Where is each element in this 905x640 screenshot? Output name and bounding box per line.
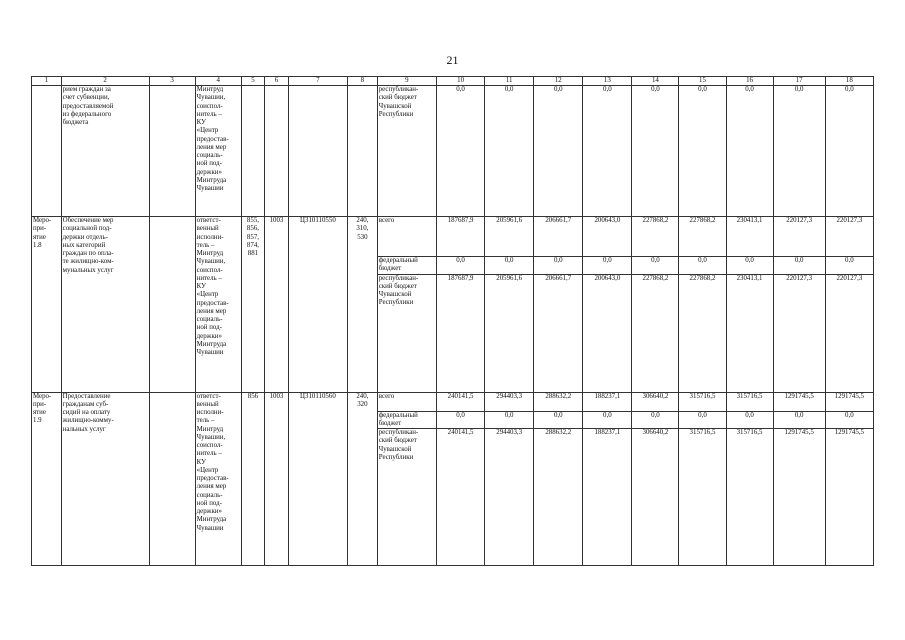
funding-value: 227868,2 [679, 217, 726, 257]
activity-col4: Минтруд Чувашии, соиспол- нитель – КУ «Центр предостав- ления мер социаль- ной под- держки» Минтруда Чувашии [195, 86, 241, 217]
activity-col3 [149, 86, 195, 217]
funding-value: 206661,7 [534, 274, 583, 392]
column-number-header: 16 [726, 77, 773, 86]
funding-value: 0,0 [679, 411, 726, 429]
column-number-header: 13 [583, 77, 632, 86]
funding-value: 294403,3 [485, 429, 534, 566]
activity-col2: рием граждан за счет субвенции, предоставляемой из федерального бюджета [61, 86, 149, 217]
activity-col6: 1003 [265, 392, 289, 566]
funding-value: 0,0 [583, 257, 632, 275]
funding-value: 0,0 [726, 411, 773, 429]
activity-col3 [149, 392, 195, 566]
activity-col7: Ц310110550 [288, 217, 347, 393]
funding-value: 240141,5 [437, 392, 485, 411]
column-number-header: 14 [632, 77, 679, 86]
activity-col7 [288, 86, 347, 217]
funding-value: 0,0 [825, 257, 873, 275]
funding-value: 187687,9 [437, 274, 485, 392]
activity-col2: Обеспечение мер социальной под- держки отдель- ных категорий граждан по опла- те жилищно-ком- мунальных услуг [61, 217, 149, 393]
table-row [32, 392, 874, 411]
funding-value: 294403,3 [485, 392, 534, 411]
funding-value: 288632,2 [534, 429, 583, 566]
activity-col1 [32, 86, 62, 217]
activity-col5 [241, 86, 265, 217]
column-number-header: 1 [32, 77, 62, 86]
funding-value: 0,0 [583, 411, 632, 429]
funding-source: республикан- ский бюджет Чувашской Республики [377, 274, 436, 392]
funding-value: 0,0 [632, 411, 679, 429]
column-number-header: 3 [149, 77, 195, 86]
funding-value: 230413,1 [726, 274, 773, 392]
column-number-header: 12 [534, 77, 583, 86]
funding-value: 0,0 [437, 257, 485, 275]
funding-value: 0,0 [773, 257, 825, 275]
column-number-header: 2 [61, 77, 149, 86]
funding-value: 0,0 [485, 411, 534, 429]
activity-col7: Ц310110560 [288, 392, 347, 566]
funding-value: 306640,2 [632, 392, 679, 411]
activity-col4: ответст- венный исполни- тель – Минтруд Чувашии, соиспол- нитель – КУ «Центр предостав- ления мер социаль- ной под- держки» Минтруда Чувашии [195, 392, 241, 566]
column-number-header: 11 [485, 77, 534, 86]
funding-source: всего [377, 217, 436, 257]
funding-source: всего [377, 392, 436, 411]
header-row [32, 77, 874, 86]
page-number: 21 [446, 53, 459, 67]
funding-value: 205961,6 [485, 274, 534, 392]
activity-col3 [149, 217, 195, 393]
funding-source: республикан- ский бюджет Чувашской Республики [377, 86, 436, 217]
funding-value: 0,0 [437, 411, 485, 429]
funding-value: 1291745,5 [825, 429, 873, 566]
activity-col8: 240, 310, 530 [348, 217, 378, 393]
funding-value: 0,0 [825, 411, 873, 429]
column-number-header: 9 [377, 77, 436, 86]
funding-value: 315716,5 [726, 392, 773, 411]
activity-col5: 855, 856, 857, 874, 881 [241, 217, 265, 393]
activity-col5: 856 [241, 392, 265, 566]
funding-value: 0,0 [534, 86, 583, 217]
column-number-header: 5 [241, 77, 265, 86]
funding-value: 206661,7 [534, 217, 583, 257]
funding-value: 1291745,5 [773, 429, 825, 566]
activity-col6: 1003 [265, 217, 289, 393]
funding-value: 0,0 [437, 86, 485, 217]
funding-value: 0,0 [632, 257, 679, 275]
funding-value: 240141,5 [437, 429, 485, 566]
column-number-header: 18 [825, 77, 873, 86]
column-number-header: 7 [288, 77, 347, 86]
activity-col1: Меро- при- ятие 1.9 [32, 392, 62, 566]
funding-value: 288632,2 [534, 392, 583, 411]
activity-col6 [265, 86, 289, 217]
funding-value: 227868,2 [679, 274, 726, 392]
funding-value: 0,0 [632, 86, 679, 217]
funding-value: 0,0 [485, 86, 534, 217]
column-number-header: 17 [773, 77, 825, 86]
activity-col8: 240, 320 [348, 392, 378, 566]
activity-col1: Меро- при- ятие 1.8 [32, 217, 62, 393]
funding-source: республикан- ский бюджет Чувашской Республики [377, 429, 436, 566]
funding-value: 220127,3 [773, 217, 825, 257]
funding-value: 0,0 [773, 86, 825, 217]
table-row [32, 217, 874, 257]
funding-value: 220127,3 [825, 217, 873, 257]
funding-value: 0,0 [485, 257, 534, 275]
funding-value: 220127,3 [825, 274, 873, 392]
column-number-header: 6 [265, 77, 289, 86]
activity-col2: Предоставление гражданам суб- сидий на оплату жилищно-комму- нальных услуг [61, 392, 149, 566]
funding-value: 306640,2 [632, 429, 679, 566]
funding-value: 0,0 [679, 86, 726, 217]
column-number-header: 10 [437, 77, 485, 86]
funding-value: 1291745,5 [773, 392, 825, 411]
funding-value: 0,0 [726, 257, 773, 275]
funding-value: 0,0 [726, 86, 773, 217]
funding-value: 188237,1 [583, 429, 632, 566]
funding-value: 200643,0 [583, 274, 632, 392]
funding-value: 205961,6 [485, 217, 534, 257]
funding-value: 227868,2 [632, 217, 679, 257]
funding-value: 0,0 [773, 411, 825, 429]
funding-value: 1291745,5 [825, 392, 873, 411]
funding-value: 187687,9 [437, 217, 485, 257]
funding-value: 220127,3 [773, 274, 825, 392]
funding-source: федеральный бюджет [377, 411, 436, 429]
funding-value: 0,0 [534, 257, 583, 275]
funding-value: 0,0 [583, 86, 632, 217]
funding-value: 188237,1 [583, 392, 632, 411]
activity-col4: ответст- венный исполни- тель – Минтруд Чувашии, соиспол- нитель – КУ «Центр предостав- ления мер социаль- ной под- держки» Минтруда Чувашии [195, 217, 241, 393]
funding-value: 315716,5 [726, 429, 773, 566]
funding-value: 0,0 [679, 257, 726, 275]
funding-value: 230413,1 [726, 217, 773, 257]
funding-source: федеральный бюджет [377, 257, 436, 275]
funding-value: 0,0 [534, 411, 583, 429]
column-number-header: 15 [679, 77, 726, 86]
column-number-header: 8 [348, 77, 378, 86]
funding-value: 0,0 [825, 86, 873, 217]
program-table [31, 76, 874, 566]
funding-value: 315716,5 [679, 429, 726, 566]
activity-col8 [348, 86, 378, 217]
funding-value: 227868,2 [632, 274, 679, 392]
funding-value: 200643,0 [583, 217, 632, 257]
funding-value: 315716,5 [679, 392, 726, 411]
table-row [32, 86, 874, 217]
column-number-header: 4 [195, 77, 241, 86]
